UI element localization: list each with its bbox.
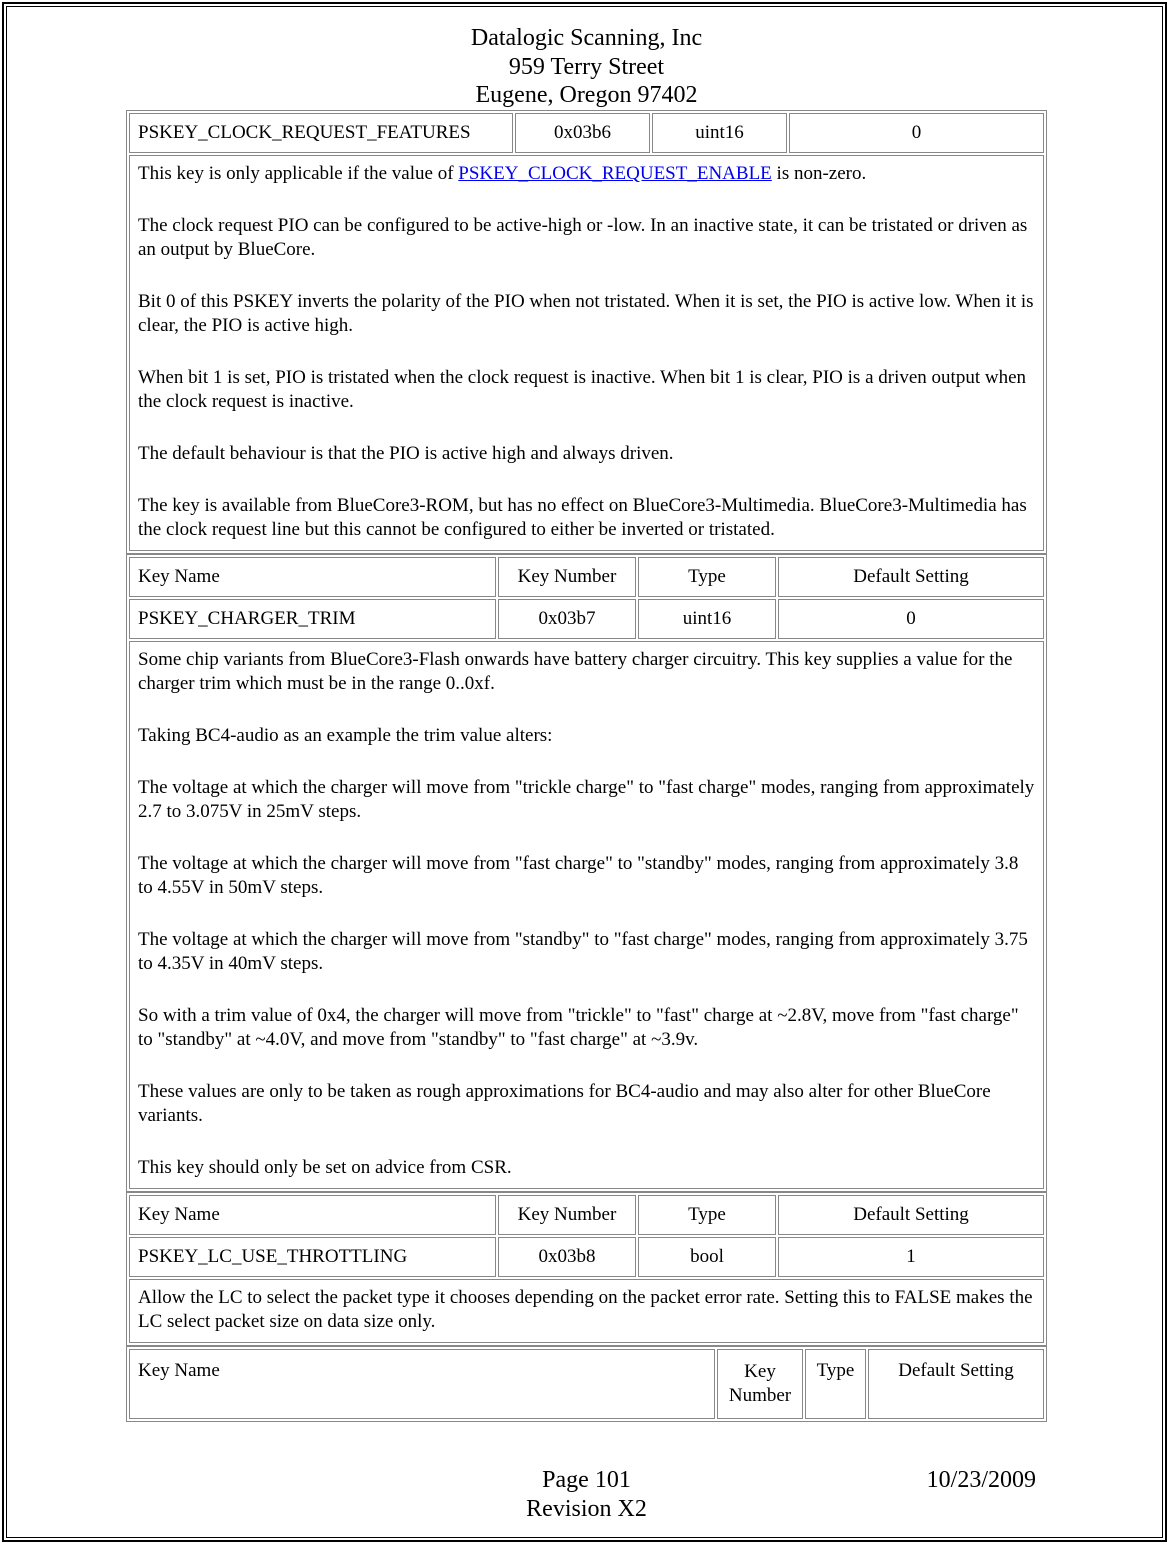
pskey-clock-request-enable-link[interactable]: PSKEY_CLOCK_REQUEST_ENABLE bbox=[458, 163, 772, 184]
description-paragraph: Bit 0 of this PSKEY inverts the polarity of the PIO when not tristated. When it is set, the PIO is active low. When it is clear, the PIO is active high. bbox=[138, 291, 1034, 336]
description-paragraph: The key is available from BlueCore3-ROM, but has no effect on BlueCore3-Multimedia. BlueCore3-Multimedia has the clock request line but this cannot be configured to either be inverted or tristated. bbox=[138, 495, 1027, 540]
key-name-cell: PSKEY_LC_USE_THROTTLING bbox=[129, 1237, 496, 1277]
description-paragraph: The default behaviour is that the PIO is active high and always driven. bbox=[138, 443, 674, 464]
description-row bbox=[129, 641, 1044, 1189]
key-table-clock-request-features bbox=[126, 110, 1047, 554]
header-default-setting: Default Setting bbox=[778, 557, 1044, 597]
header-key-number: Key Number bbox=[717, 1349, 803, 1419]
description-paragraph: The voltage at which the charger will move from "fast charge" to "standby" modes, ranging from approximately 3.8 to 4.55V in 50mV steps. bbox=[138, 853, 1019, 898]
header-key-name: Key Name bbox=[129, 1195, 496, 1235]
column-header-row bbox=[129, 1349, 1044, 1419]
header-key-number: Key Number bbox=[498, 557, 636, 597]
key-description bbox=[129, 1279, 1044, 1343]
footer-date: 10/23/2009 bbox=[926, 1467, 1036, 1493]
page-number: Page 101 bbox=[542, 1467, 631, 1493]
key-row bbox=[129, 113, 1044, 153]
key-number-cell: 0x03b7 bbox=[498, 599, 636, 639]
revision: Revision X2 bbox=[526, 1495, 647, 1522]
key-type-cell: bool bbox=[638, 1237, 776, 1277]
column-header-row bbox=[129, 557, 1044, 597]
description-paragraph: So with a trim value of 0x4, the charger will move from "trickle" to "fast" charge at ~2.8V, move from "fast charge" to "standby" at ~4.0V, and move from "standby" to "fast charge" at ~3.9v. bbox=[138, 1005, 1019, 1050]
key-default-cell: 0 bbox=[789, 113, 1044, 153]
description-paragraph: Some chip variants from BlueCore3-Flash onwards have battery charger circuitry. This key supplies a value for the charger trim which must be in the range 0..0xf. bbox=[138, 649, 1013, 694]
document-body bbox=[126, 110, 1047, 1422]
page-header bbox=[0, 24, 1173, 110]
key-type-cell: uint16 bbox=[652, 113, 787, 153]
header-type: Type bbox=[638, 557, 776, 597]
header-type: Type bbox=[638, 1195, 776, 1235]
header-key-name: Key Name bbox=[129, 557, 496, 597]
key-default-cell: 0 bbox=[778, 599, 1044, 639]
company-city: Eugene, Oregon 97402 bbox=[475, 82, 698, 108]
description-paragraph: The voltage at which the charger will move from "standby" to "fast charge" modes, ranging from approximately 3.75 to 4.35V in 40mV steps. bbox=[138, 929, 1028, 974]
description-paragraph: When bit 1 is set, PIO is tristated when the clock request is inactive. When bit 1 is clear, PIO is a driven output when the clock request is inactive. bbox=[138, 367, 1026, 412]
key-name-cell: PSKEY_CLOCK_REQUEST_FEATURES bbox=[129, 113, 513, 153]
description-row bbox=[129, 155, 1044, 551]
description-paragraph: The voltage at which the charger will move from "trickle charge" to "fast charge" modes, ranging from approximately 2.7 to 3.075V in 25mV steps. bbox=[138, 777, 1035, 822]
header-default-setting: Default Setting bbox=[868, 1349, 1044, 1419]
key-row bbox=[129, 1237, 1044, 1277]
description-paragraph: This key should only be set on advice from CSR. bbox=[138, 1157, 512, 1178]
company-name: Datalogic Scanning, Inc bbox=[470, 25, 703, 51]
description-paragraph: These values are only to be taken as rough approximations for BC4-audio and may also alter for other BlueCore variants. bbox=[138, 1081, 991, 1126]
key-number-cell: 0x03b6 bbox=[515, 113, 650, 153]
key-row bbox=[129, 599, 1044, 639]
key-name-cell: PSKEY_CHARGER_TRIM bbox=[129, 599, 496, 639]
key-number-cell: 0x03b8 bbox=[498, 1237, 636, 1277]
key-description bbox=[129, 641, 1044, 1189]
description-paragraph: Taking BC4-audio as an example the trim value alters: bbox=[138, 725, 553, 746]
description-paragraph: Allow the LC to select the packet type it chooses depending on the packet error rate. Setting this to FALSE makes the LC select packet size on data size only. bbox=[138, 1287, 1033, 1332]
header-type: Type bbox=[805, 1349, 866, 1419]
key-description bbox=[129, 155, 1044, 551]
key-table-charger-trim bbox=[126, 554, 1047, 1192]
header-key-name: Key Name bbox=[129, 1349, 715, 1419]
key-table-next bbox=[126, 1346, 1047, 1422]
header-default-setting: Default Setting bbox=[778, 1195, 1044, 1235]
key-type-cell: uint16 bbox=[638, 599, 776, 639]
header-key-number: Key Number bbox=[498, 1195, 636, 1235]
page-footer bbox=[0, 1466, 1173, 1523]
description-row bbox=[129, 1279, 1044, 1343]
key-default-cell: 1 bbox=[778, 1237, 1044, 1277]
company-street: 959 Terry Street bbox=[508, 53, 665, 80]
column-header-row bbox=[129, 1195, 1044, 1235]
description-paragraph: The clock request PIO can be configured to be active-high or -low. In an inactive state, it can be tristated or driven as an output by BlueCore. bbox=[138, 215, 1028, 260]
key-table-lc-use-throttling bbox=[126, 1192, 1047, 1346]
description-paragraph: This key is only applicable if the value of PSKEY_CLOCK_REQUEST_ENABLE is non-zero. bbox=[138, 163, 867, 184]
